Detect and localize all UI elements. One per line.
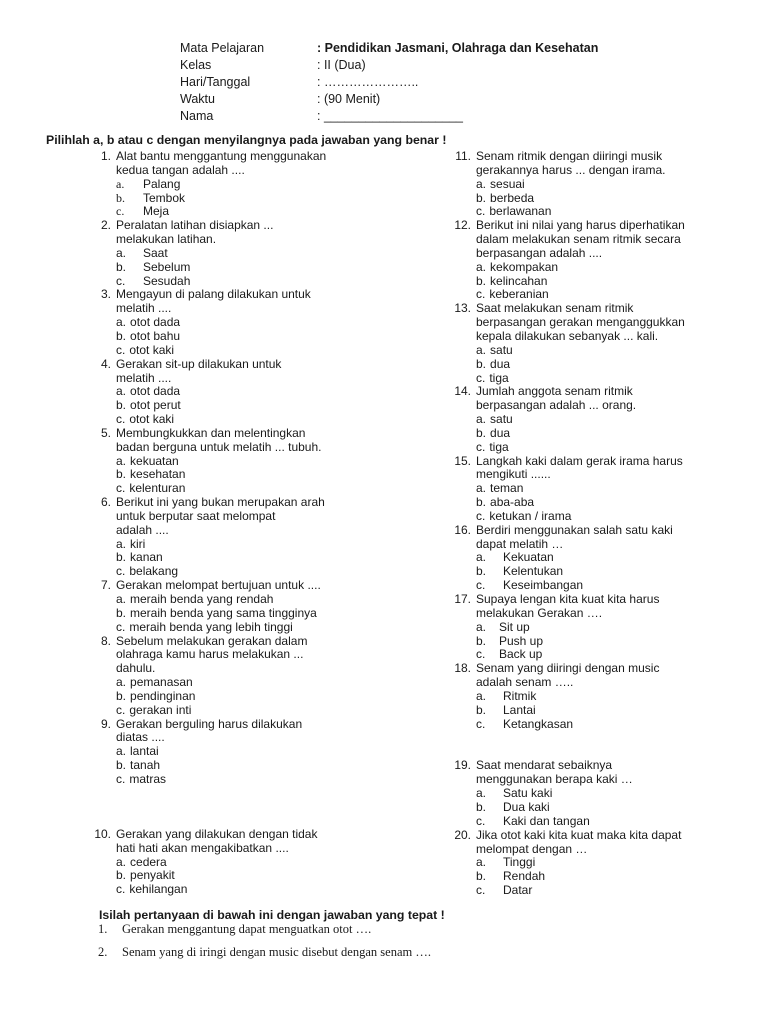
answer-option[interactable] [116,455,443,469]
option-text: Push up [499,633,544,648]
answer-option[interactable] [476,551,753,565]
option-letter: a. [116,536,127,551]
answer-option[interactable] [476,565,753,579]
header-row-time [180,91,598,108]
question-number: 7. [100,578,111,593]
spacer [93,787,443,828]
answer-options [476,551,753,593]
option-letter: a. [116,176,125,191]
answer-options [116,593,443,635]
question-text: Mengayun di palang dilakukan untuk melatih .... [116,287,311,316]
option-letter: c. [476,813,486,828]
option-letter: a. [116,744,127,759]
question-item [93,635,443,718]
essay-question [98,922,371,937]
answer-options [116,316,443,358]
option-letter: b. [476,356,487,371]
option-letter: c. [476,204,486,219]
header-value: : ____________________ [317,109,463,123]
option-text: Kekuatan [503,550,554,565]
option-letter: b. [476,495,487,510]
option-text: tiga [489,370,509,385]
answer-option[interactable] [116,316,443,330]
answer-option[interactable] [476,275,753,289]
question-text: Jumlah anggota senam ritmik berpasangan adalah ... orang. [476,384,637,413]
question-text: Berikut ini nilai yang harus diperhatikan dalam melakukan senam ritmik secara berpasangan adalah .... [476,218,685,260]
option-letter: b. [116,550,127,565]
header-row-class [180,57,598,74]
answer-options [476,856,753,898]
answer-options [476,482,753,524]
option-text: otot kaki [129,412,175,427]
option-letter: b. [116,868,127,883]
question-text: Supaya lengan kita kuat kita harus melakukan Gerakan …. [476,592,660,620]
option-text: otot kaki [129,342,175,357]
answer-options [116,178,443,220]
answer-option[interactable] [476,510,753,524]
question-item [93,288,443,357]
question-number: 12. [454,218,471,233]
question-text: Gerakan sit-up dilakukan untuk melatih .... [116,356,282,385]
option-letter: b. [476,273,487,288]
option-text: berlawanan [489,204,552,219]
left-question-column [93,150,443,897]
option-letter: b. [116,259,127,274]
question-number: 19. [454,758,471,773]
header-label: Nama [180,109,214,123]
option-letter: c. [116,619,126,634]
option-text: pendinginan [130,688,196,703]
option-letter: c. [476,370,486,385]
answer-option[interactable] [116,676,443,690]
option-text: Tembok [143,190,186,205]
option-letter: c. [476,287,486,302]
answer-options [476,690,753,732]
answer-option[interactable] [116,413,443,427]
answer-option[interactable] [116,192,443,206]
answer-option[interactable] [116,565,443,579]
question-item [453,385,753,454]
option-letter: c. [116,771,126,786]
option-text: sesuai [490,176,525,191]
spacer [453,731,753,759]
option-text: meraih benda yang lebih tinggi [129,619,293,634]
question-number: 15. [454,453,471,468]
question-number: 8. [100,633,111,648]
essay-text: Gerakan menggantung dapat menguatkan otot …. [122,922,372,936]
option-text: meraih benda yang sama tingginya [130,605,317,620]
option-text: berbeda [490,190,535,205]
question-item [93,718,443,787]
answer-option[interactable] [476,496,753,510]
question-item [453,829,753,898]
option-text: kanan [130,550,163,565]
option-letter: b. [116,467,127,482]
answer-option[interactable] [476,482,753,496]
option-letter: a. [476,412,487,427]
question-number: 1. [100,149,111,163]
option-text: Meja [143,204,170,219]
question-item [453,524,753,593]
option-letter: b. [476,633,487,648]
option-letter: a. [116,675,127,690]
option-text: satu [490,412,513,427]
option-text: pemanasan [130,675,193,690]
answer-option[interactable] [116,275,443,289]
answer-option[interactable] [116,178,443,192]
option-letter: a. [116,592,127,606]
answer-options [476,621,753,663]
option-text: Back up [499,647,543,662]
option-letter: a. [476,786,487,801]
right-question-column [453,150,753,898]
question-item [93,828,443,897]
question-text: Gerakan melompat bertujuan untuk .... [116,578,321,593]
option-text: ketukan / irama [489,508,572,523]
question-text: Gerakan yang dilakukan dengan tidak hati hati akan mengakibatkan .... [116,826,318,855]
option-text: tanah [130,758,161,773]
answer-option[interactable] [476,372,753,386]
answer-option[interactable] [116,551,443,565]
answer-option[interactable] [476,635,753,649]
option-letter: b. [116,758,127,773]
answer-option[interactable] [476,192,753,206]
option-text: dua [490,425,511,440]
question-text: Langkah kaki dalam gerak irama harus mengikuti ...... [476,453,683,482]
answer-option[interactable] [116,856,443,870]
answer-option[interactable] [116,330,443,344]
question-number: 6. [100,495,111,510]
option-text: dua [490,356,511,371]
question-text: Senam ritmik dengan diiringi musik gerakannya harus ... dengan irama. [476,149,666,177]
header-label: Waktu [180,92,215,106]
option-text: kekuatan [130,453,179,468]
answer-options [116,385,443,427]
option-text: Keseimbangan [503,578,584,593]
answer-option[interactable] [116,205,443,219]
option-text: cedera [130,854,167,869]
question-number: 9. [100,716,111,731]
option-text: keberanian [489,287,549,302]
answer-option[interactable] [116,247,443,261]
option-letter: b. [116,605,127,620]
answer-option[interactable] [116,593,443,607]
question-item [453,593,753,662]
question-number: 20. [454,827,471,842]
option-letter: c. [476,508,486,523]
option-letter: b. [476,799,487,814]
answer-option[interactable] [476,704,753,718]
option-letter: a. [476,259,487,274]
answer-option[interactable] [476,801,753,815]
option-text: Kaki dan tangan [503,813,590,828]
answer-option[interactable] [476,427,753,441]
answer-option[interactable] [476,205,753,219]
multiple-choice-instruction: Pilihlah a, b atau c dengan menyilangnya pada jawaban yang benar ! [46,133,447,147]
header-label: Hari/Tanggal [180,75,251,89]
option-text: Palang [143,176,181,191]
essay-question [98,945,431,960]
question-number: 10. [94,826,111,841]
option-text: aba-aba [490,495,535,510]
question-item [453,302,753,385]
option-text: Saat [143,245,168,260]
answer-option[interactable] [476,856,753,870]
question-number: 17. [454,592,471,606]
question-item [93,150,443,219]
option-text: otot dada [130,384,181,399]
answer-options [116,538,443,580]
answer-option[interactable] [116,883,443,897]
question-text: Berdiri menggunakan salah satu kaki dapat melatih … [476,522,673,551]
option-letter: c. [116,481,126,496]
answer-option[interactable] [116,344,443,358]
option-letter: b. [116,688,127,703]
answer-option[interactable] [476,358,753,372]
option-letter: a. [476,176,487,191]
option-letter: c. [476,647,486,662]
header-label: Kelas [180,58,212,72]
option-letter: b. [476,425,487,440]
answer-option[interactable] [476,787,753,801]
question-item [93,427,443,496]
option-text: meraih benda yang rendah [130,592,274,606]
option-text: Sesudah [143,273,191,288]
option-letter: c. [476,578,486,593]
option-letter: c. [116,204,125,219]
answer-option[interactable] [476,648,753,662]
question-number: 13. [454,301,471,316]
question-number: 18. [454,661,471,676]
option-text: Rendah [503,869,546,884]
answer-option[interactable] [476,288,753,302]
option-text: Lantai [503,702,536,717]
option-letter: a. [476,342,487,357]
option-text: belakang [129,564,179,579]
question-text: Berikut ini yang bukan merupakan arah untuk berputar saat melompat adalah .... [116,495,325,537]
header-value: : II (Dua) [317,58,366,72]
answer-option[interactable] [116,482,443,496]
answer-option[interactable] [476,413,753,427]
option-letter: c. [476,716,486,731]
option-letter: a. [476,550,487,565]
answer-option[interactable] [116,745,443,759]
answer-option[interactable] [116,538,443,552]
option-letter: a. [116,315,127,330]
answer-options [476,787,753,829]
answer-options [116,745,443,787]
option-text: kesehatan [130,467,186,482]
question-text: Alat bantu menggantung menggunakan kedua tangan adalah .... [116,149,327,177]
answer-option[interactable] [476,870,753,884]
question-item [453,455,753,524]
option-letter: c. [116,342,126,357]
answer-options [116,455,443,497]
option-letter: c. [116,273,126,288]
question-number: 4. [100,356,111,371]
option-text: Dua kaki [503,799,550,814]
question-text: Saat melakukan senam ritmik berpasangan gerakan menganggukkan kepala dilakukan sebanyak ... kali. [476,301,685,343]
option-letter: c. [116,702,126,717]
question-text: Jika otot kaki kita kuat maka kita dapat melompat dengan … [476,827,682,856]
option-letter: a. [476,688,487,703]
option-letter: b. [476,564,487,579]
question-item [453,662,753,731]
option-text: penyakit [130,868,175,883]
answer-options [116,856,443,898]
option-letter: c. [116,882,126,897]
question-text: Saat mendarat sebaiknya menggunakan berapa kaki … [476,758,633,787]
option-letter: c. [116,564,126,579]
option-letter: b. [116,328,127,343]
option-text: otot bahu [130,328,181,343]
option-text: otot perut [130,398,181,413]
answer-option[interactable] [116,385,443,399]
answer-option[interactable] [116,261,443,275]
option-text: kehilangan [129,882,188,897]
question-text: Membungkukkan dan melentingkan badan berguna untuk melatih ... tubuh. [116,425,322,454]
option-text: Satu kaki [503,786,553,801]
essay-instruction: Isilah pertanyaan di bawah ini dengan jawaban yang tepat ! [99,908,445,922]
answer-options [476,413,753,455]
header-value: : ………………….. [317,75,419,89]
question-item [93,219,443,288]
answer-option[interactable] [116,869,443,883]
question-item [93,358,443,427]
header-row-name [180,108,598,125]
option-text: kekompakan [490,259,559,274]
option-letter: a. [476,481,487,496]
option-letter: a. [116,384,127,399]
answer-option[interactable] [476,884,753,898]
question-number: 14. [454,384,471,399]
worksheet-header [180,40,598,125]
option-letter: a. [116,854,127,869]
option-letter: a. [116,453,127,468]
answer-option[interactable] [116,773,443,787]
answer-option[interactable] [476,579,753,593]
option-text: Sit up [499,619,530,634]
option-text: gerakan inti [129,702,192,717]
option-text: teman [490,481,524,496]
question-item [453,759,753,828]
question-number: 11. [455,149,471,163]
option-letter: c. [476,883,486,898]
answer-option[interactable] [476,344,753,358]
answer-option[interactable] [116,607,443,621]
option-letter: b. [116,190,125,205]
header-label: Mata Pelajaran [180,41,265,55]
answer-option[interactable] [476,441,753,455]
question-text: Peralatan latihan disiapkan ... melakukan latihan. [116,218,274,247]
essay-text: Senam yang di iringi dengan music disebut dengan senam …. [122,945,431,959]
question-text: Gerakan berguling harus dilakukan diatas .... [116,716,303,745]
answer-option[interactable] [116,759,443,773]
option-text: otot dada [130,315,181,330]
answer-option[interactable] [116,468,443,482]
option-text: Ritmik [503,688,537,703]
option-letter: b. [116,398,127,413]
option-text: Ketangkasan [503,716,574,731]
option-letter: c. [116,412,126,427]
answer-options [476,344,753,386]
answer-options [116,247,443,289]
answer-option[interactable] [116,621,443,635]
option-letter: b. [476,869,487,884]
option-text: kelincahan [490,273,548,288]
answer-option[interactable] [476,815,753,829]
answer-option[interactable] [476,718,753,732]
option-letter: c. [476,439,486,454]
question-text: Sebelum melakukan gerakan dalam olahraga kamu harus melakukan ... dahulu. [116,633,308,676]
answer-option[interactable] [476,178,753,192]
option-text: lantai [130,744,159,759]
answer-option[interactable] [476,621,753,635]
option-letter: b. [476,190,487,205]
question-number: 5. [100,425,111,440]
answer-options [116,676,443,718]
answer-options [476,261,753,303]
question-number: 16. [454,522,471,537]
option-letter: a. [476,855,487,870]
option-text: matras [129,771,167,786]
question-item [93,579,443,634]
option-text: tiga [489,439,509,454]
header-value: : (90 Menit) [317,92,381,106]
answer-option[interactable] [476,690,753,704]
option-text: kiri [130,536,146,551]
option-text: satu [490,342,513,357]
option-letter: a. [476,619,487,634]
question-number: 3. [100,287,111,302]
option-text: Tinggi [503,855,536,870]
question-number: 2. [100,218,111,233]
header-value: : Pendidikan Jasmani, Olahraga dan Kesehatan [317,41,599,55]
option-text: Datar [503,883,533,898]
answer-option[interactable] [116,704,443,718]
answer-option[interactable] [116,399,443,413]
essay-number: 2. [98,945,108,959]
answer-options [476,178,753,220]
answer-option[interactable] [116,690,443,704]
question-text: Senam yang diiringi dengan music adalah senam ….. [476,661,660,690]
option-letter: b. [476,702,487,717]
option-letter: a. [116,245,127,260]
question-item [93,496,443,579]
option-text: kelenturan [129,481,186,496]
option-text: Sebelum [143,259,191,274]
option-text: Kelentukan [503,564,564,579]
question-item [453,150,753,219]
question-item [453,219,753,302]
header-row-date [180,74,598,91]
header-row-subject [180,40,598,57]
answer-option[interactable] [476,261,753,275]
essay-number: 1. [98,922,108,936]
